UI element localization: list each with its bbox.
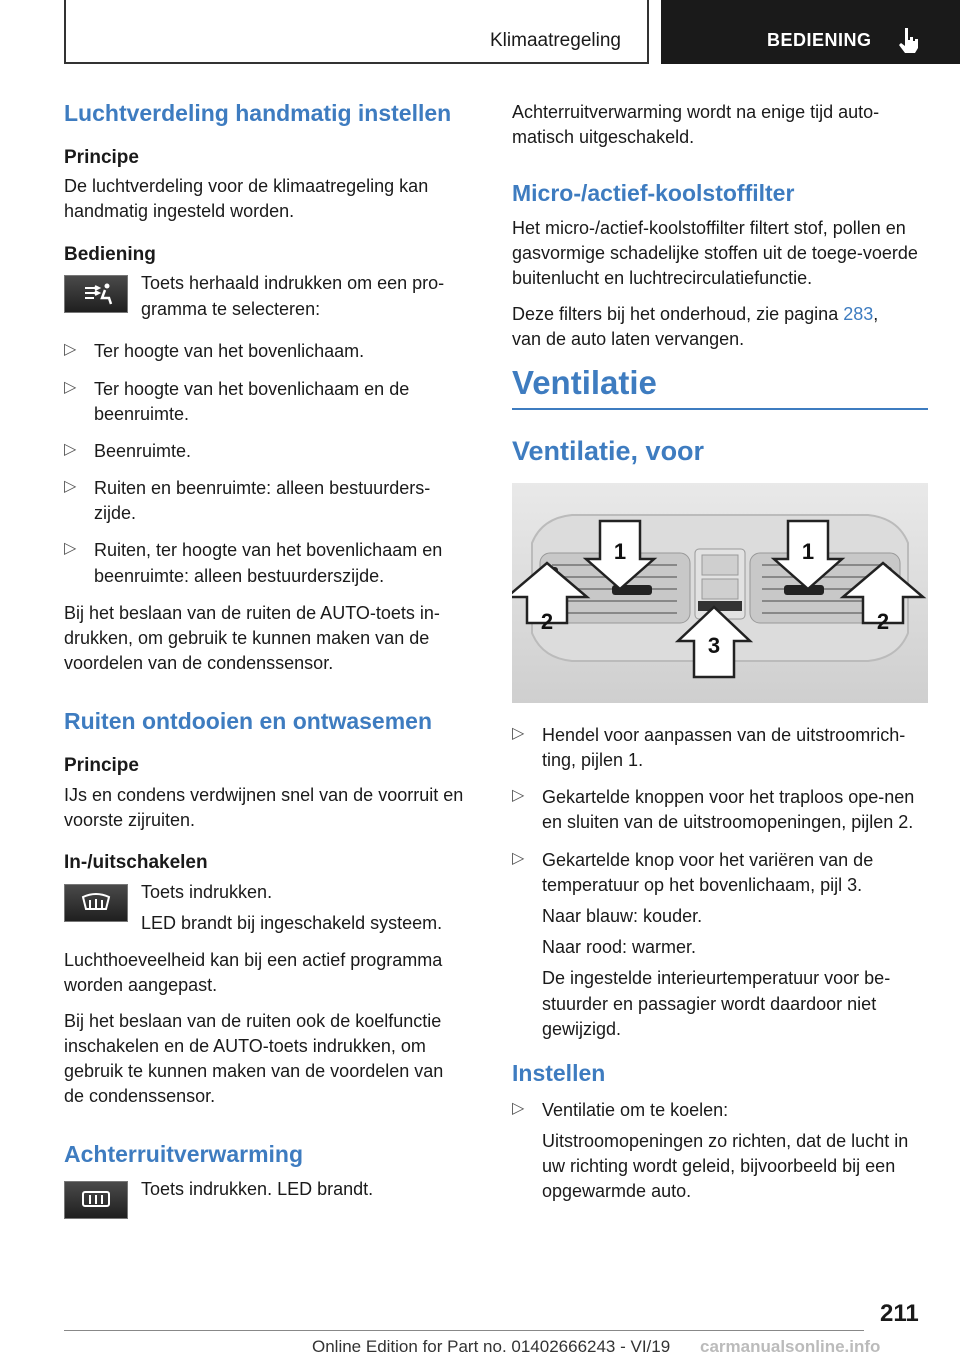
subtitle-ventilatie-voor: Ventilatie, voor bbox=[512, 435, 705, 466]
button-instruction: Toets herhaald indrukken om een pro-gramma te selecteren: bbox=[141, 273, 445, 319]
button-row bbox=[64, 1177, 466, 1233]
paragraph: De luchtverdeling voor de klimaatregeling kan handmatig ingesteld worden. bbox=[64, 176, 429, 222]
list-item: ▷ Ventilatie om te koelen: Uitstroomopeningen zo richten, dat de lucht in uw richting wordt geleid, bijvoorbeeld bij een opgewarmde auto. bbox=[512, 1098, 928, 1205]
paragraph: IJs en condens verdwijnen snel van de voorruit en voorste zijruiten. bbox=[64, 784, 464, 830]
paragraph: Luchthoeveelheid kan bij een actief programma worden aangepast. bbox=[64, 950, 443, 996]
triangle-bullet-icon: ▷ bbox=[64, 540, 77, 558]
right-column bbox=[512, 100, 928, 1216]
page-number: 211 bbox=[880, 1300, 919, 1327]
button-instruction: Toets indrukken. bbox=[141, 881, 273, 902]
triangle-bullet-icon: ▷ bbox=[512, 787, 525, 805]
chapter-title-ventilatie: Ventilatie bbox=[512, 364, 928, 410]
section-title-luchtverdeling: Luchtverdeling handmatig instellen bbox=[64, 100, 452, 126]
paragraph: Bij het beslaan van de ruiten ook de koelfunctie inschakelen en de AUTO-toets indrukken, om gebruik te kunnen maken van de voordelen van de condenssensor. bbox=[64, 1010, 444, 1107]
triangle-bullet-icon: ▷ bbox=[512, 1099, 525, 1117]
list-item: ▷ Ter hoogte van het bovenlichaam en de beenruimte. bbox=[64, 378, 410, 424]
section-title-filter: Micro-/actief-koolstoffilter bbox=[512, 180, 795, 207]
callout-3: 3 bbox=[707, 632, 721, 658]
list-subtext: Naar rood: warmer. bbox=[542, 937, 697, 958]
paragraph: van de auto laten vervangen. bbox=[512, 328, 745, 349]
header-chapter-label: BEDIENING bbox=[767, 30, 872, 50]
list-item: ▷ Beenruimte. bbox=[64, 440, 192, 461]
program-list bbox=[64, 339, 466, 589]
triangle-bullet-icon: ▷ bbox=[64, 341, 77, 359]
paragraph-with-link: Deze filters bij het onderhoud, zie pagina 283, bbox=[512, 303, 879, 324]
footer-divider bbox=[64, 1330, 864, 1331]
subheading-inschakelen: In-/uitschakelen bbox=[64, 852, 208, 874]
button-instruction: Toets indrukken. LED brandt. bbox=[141, 1178, 374, 1199]
footer-edition: Online Edition for Part no. 01402666243 - VI/19 bbox=[312, 1337, 671, 1356]
button-row bbox=[64, 271, 466, 327]
section-title-instellen: Instellen bbox=[512, 1059, 606, 1086]
windshield-defrost-icon bbox=[65, 885, 127, 921]
section-title-ontdooien: Ruiten ontdooien en ontwasemen bbox=[64, 708, 433, 735]
defrost-button bbox=[64, 884, 128, 922]
list-item: ▷ Ter hoogte van het bovenlichaam. bbox=[64, 341, 365, 362]
list-subtext: Uitstroomopeningen zo richten, dat de lucht in uw richting wordt geleid, bijvoorbeeld bij een opgewarmde auto. bbox=[542, 1130, 909, 1202]
air-distribution-icon bbox=[65, 276, 127, 312]
triangle-bullet-icon: ▷ bbox=[512, 849, 525, 867]
air-distribution-button bbox=[64, 275, 128, 313]
front-vents-photo bbox=[512, 483, 928, 703]
triangle-bullet-icon: ▷ bbox=[64, 378, 77, 396]
callout-1-left: 1 bbox=[613, 538, 627, 564]
paragraph: Achterruitverwarming wordt na enige tijd auto-matisch uitgeschakeld. bbox=[512, 102, 880, 148]
button-led-note: LED brandt bij ingeschakeld systeem. bbox=[141, 912, 443, 933]
section-title-achterruitverwarming: Achterruitverwarming bbox=[64, 1141, 304, 1168]
list-subtext: Naar blauw: kouder. bbox=[542, 906, 703, 927]
footer-watermark: carmanualsonline.info bbox=[700, 1337, 881, 1356]
paragraph: Het micro-/actief-koolstoffilter filtert stof, pollen en gasvormige schadelijke stoffen uit de toege-voerde buitenlucht en luchtrecirculatiefunctie. bbox=[512, 217, 918, 289]
subheading-bediening: Bediening bbox=[64, 243, 156, 265]
triangle-bullet-icon: ▷ bbox=[512, 724, 525, 742]
callout-2-right: 2 bbox=[876, 608, 890, 634]
instellen-list bbox=[512, 1098, 928, 1205]
paragraph-note: Bij het beslaan van de ruiten de AUTO-toets in-drukken, om gebruik te kunnen maken van de voordelen van de condenssensor. bbox=[64, 602, 440, 674]
left-column bbox=[64, 100, 466, 1245]
rear-defrost-button bbox=[64, 1181, 128, 1219]
hand-pointer-icon bbox=[897, 26, 921, 59]
button-row bbox=[64, 880, 466, 936]
subheading-principe: Principe bbox=[64, 755, 139, 776]
subheading-principe: Principe bbox=[64, 146, 139, 168]
list-item: ▷ Hendel voor aanpassen van de uitstroomrich-ting, pijlen 1. bbox=[512, 724, 906, 771]
callout-1-right: 1 bbox=[801, 538, 815, 564]
list-item: ▷ Ruiten en beenruimte: alleen bestuurders-zijde. bbox=[64, 478, 431, 524]
list-item: ▷ Gekartelde knoppen voor het traploos ope-nen en sluiten van de uitstroomopeningen, pijlen 2. bbox=[512, 787, 915, 833]
vent-list bbox=[512, 723, 928, 1042]
header-section-title: Klimaatregeling bbox=[490, 30, 621, 51]
rear-window-defrost-icon bbox=[65, 1182, 127, 1218]
page-link-283[interactable]: 283 bbox=[843, 303, 874, 324]
header-chapter-tab bbox=[661, 0, 960, 64]
triangle-bullet-icon: ▷ bbox=[64, 478, 77, 496]
list-item: ▷ Gekartelde knop voor het variëren van de temperatuur op het bovenlichaam, pijl 3. Naar blauw: kouder. Naar rood: warmer. De ingestelde interieurtemperatuur voor be-stuurder en passagier wordt daardoor niet gewijzigd. bbox=[512, 848, 928, 1042]
list-item: ▷ Ruiten, ter hoogte van het bovenlichaam en beenruimte: alleen bestuurderszijde. bbox=[64, 540, 443, 586]
callout-2-left: 2 bbox=[540, 608, 554, 634]
list-subtext: De ingestelde interieurtemperatuur voor be-stuurder en passagier wordt daardoor niet gewijzigd. bbox=[542, 968, 891, 1039]
triangle-bullet-icon: ▷ bbox=[64, 440, 77, 458]
